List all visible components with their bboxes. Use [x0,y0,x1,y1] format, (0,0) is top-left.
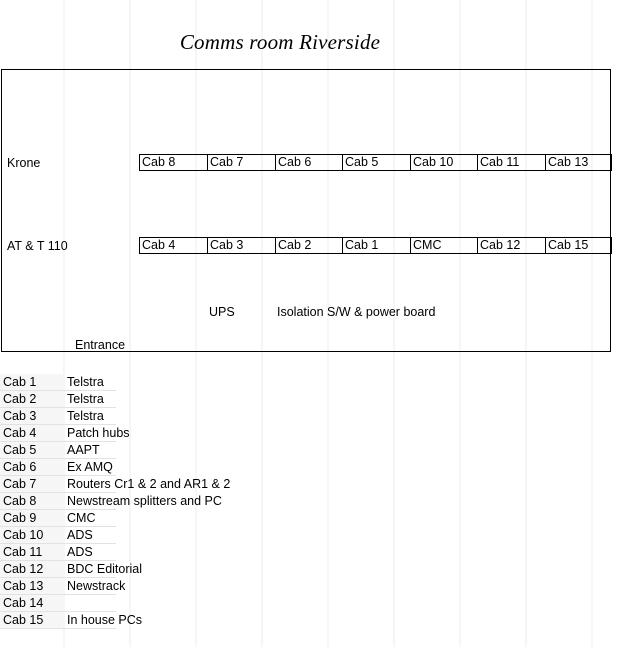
cabinet-cell[interactable]: Cab 3 [207,237,275,254]
list-item [0,391,641,408]
cabinet-legend [0,374,641,629]
legend-cab: Cab 14 [3,596,44,610]
cabinet-cell[interactable]: CMC [410,237,477,254]
legend-desc: Newstream splitters and PC [67,494,222,508]
list-item [0,425,641,442]
legend-desc: Ex AMQ [67,460,113,474]
list-item [0,544,641,561]
list-item [0,459,641,476]
list-item [0,408,641,425]
legend-desc: ADS [67,545,93,559]
legend-desc: Patch hubs [67,426,130,440]
cabinet-cell[interactable]: Cab 12 [477,237,545,254]
legend-cab: Cab 4 [3,426,37,440]
list-item [0,561,641,578]
legend-desc: AAPT [67,443,100,457]
list-item [0,595,641,612]
cabinet-cell[interactable]: Cab 8 [139,154,207,171]
cabinet-cell[interactable]: Cab 4 [139,237,207,254]
legend-desc: ADS [67,528,93,542]
legend-desc: Routers Cr1 & 2 and AR1 & 2 [67,477,231,491]
cabinet-row-krone [139,154,612,171]
page-title: Comms room Riverside [179,30,381,54]
cabinet-cell[interactable]: Cab 2 [275,237,342,254]
row-label-att110: AT & T 110 [7,239,68,253]
cabinet-cell[interactable]: Cab 13 [545,154,612,171]
legend-cab: Cab 11 [3,545,43,559]
isolation-label: Isolation S/W & power board [277,305,436,319]
legend-cab: Cab 10 [3,528,44,542]
list-item [0,493,641,510]
legend-desc: Newstrack [67,579,126,593]
cabinet-cell[interactable]: Cab 15 [545,237,612,254]
cabinet-cell[interactable]: Cab 11 [477,154,545,171]
ups-label: UPS [209,305,235,319]
cabinet-cell[interactable]: Cab 5 [342,154,410,171]
list-item [0,578,641,595]
cabinet-cell[interactable]: Cab 6 [275,154,342,171]
list-item [0,527,641,544]
legend-cab: Cab 6 [3,460,37,474]
legend-desc: Telstra [67,392,104,406]
legend-cab: Cab 15 [3,613,44,627]
legend-cab: Cab 3 [3,409,37,423]
legend-desc: Telstra [67,375,104,389]
cabinet-cell[interactable]: Cab 10 [410,154,477,171]
legend-cab: Cab 2 [3,392,37,406]
legend-cab: Cab 8 [3,494,37,508]
list-item [0,510,641,527]
legend-desc: BDC Editorial [67,562,143,576]
legend-desc: Telstra [67,409,104,423]
legend-cab: Cab 7 [3,477,37,491]
list-item [0,476,641,493]
legend-cab: Cab 12 [3,562,44,576]
legend-cab: Cab 1 [3,375,37,389]
row-label-krone: Krone [7,156,41,170]
cabinet-row-att110 [139,237,612,254]
cabinet-cell[interactable]: Cab 7 [207,154,275,171]
legend-cab: Cab 13 [3,579,44,593]
list-item [0,374,641,391]
legend-desc: CMC [67,511,96,525]
entrance-label: Entrance [75,338,126,352]
list-item [0,442,641,459]
legend-desc: In house PCs [67,613,143,627]
cabinet-cell[interactable]: Cab 1 [342,237,410,254]
legend-cab: Cab 5 [3,443,37,457]
legend-cab: Cab 9 [3,511,37,525]
list-item [0,612,641,629]
